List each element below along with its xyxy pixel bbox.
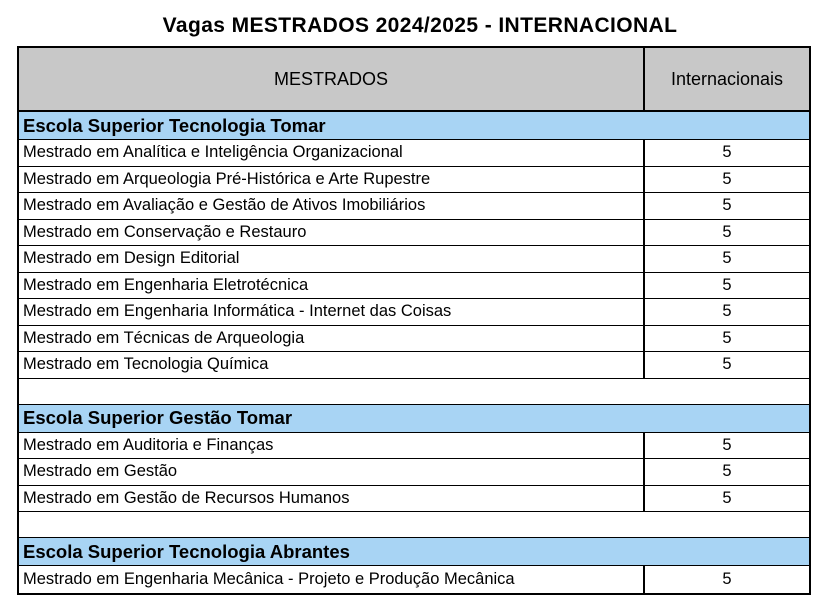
course-name: Mestrado em Auditoria e Finanças — [19, 433, 645, 459]
section-header: Escola Superior Tecnologia Abrantes — [19, 538, 809, 566]
spacer-row — [19, 512, 809, 538]
header-internacionais: Internacionais — [670, 68, 784, 89]
course-name: Mestrado em Engenharia Informática - Internet das Coisas — [19, 299, 645, 325]
spacer-row — [19, 379, 809, 405]
vacancy-count: 5 — [722, 275, 732, 294]
table-row — [19, 299, 809, 326]
table-row — [19, 566, 809, 593]
vacancy-count: 5 — [722, 435, 732, 454]
vacancy-count: 5 — [722, 355, 732, 374]
table-row — [19, 140, 809, 167]
vacancy-count: 5 — [722, 569, 732, 588]
table-row — [19, 433, 809, 460]
vacancy-count: 5 — [722, 249, 732, 268]
course-name: Mestrado em Conservação e Restauro — [19, 220, 645, 246]
section-header: Escola Superior Tecnologia Tomar — [19, 112, 809, 140]
vacancy-count: 5 — [722, 302, 732, 321]
table-row — [19, 193, 809, 220]
course-name: Mestrado em Arqueologia Pré-Histórica e Arte Rupestre — [19, 167, 645, 193]
table-row — [19, 486, 809, 513]
vacancy-count: 5 — [722, 328, 732, 347]
table-row — [19, 352, 809, 379]
vacancy-count: 5 — [722, 462, 732, 481]
course-name: Mestrado em Design Editorial — [19, 246, 645, 272]
table-row — [19, 273, 809, 300]
course-name: Mestrado em Engenharia Mecânica - Projeto e Produção Mecânica — [19, 566, 645, 593]
course-name: Mestrado em Engenharia Eletrotécnica — [19, 273, 645, 299]
course-name: Mestrado em Técnicas de Arqueologia — [19, 326, 645, 352]
course-name: Mestrado em Tecnologia Química — [19, 352, 645, 378]
table-row — [19, 326, 809, 353]
table-row — [19, 459, 809, 486]
course-name: Mestrado em Gestão — [19, 459, 645, 485]
vacancy-count: 5 — [722, 143, 732, 162]
table-header — [19, 48, 809, 112]
table-row — [19, 246, 809, 273]
vacancy-count: 5 — [722, 196, 732, 215]
vacancy-count: 5 — [722, 222, 732, 241]
table-row — [19, 167, 809, 194]
course-name: Mestrado em Avaliação e Gestão de Ativos Imobiliários — [19, 193, 645, 219]
table-row — [19, 220, 809, 247]
vacancies-table — [17, 46, 811, 595]
vacancy-count: 5 — [722, 169, 732, 188]
course-name: Mestrado em Gestão de Recursos Humanos — [19, 486, 645, 512]
section-header: Escola Superior Gestão Tomar — [19, 405, 809, 433]
course-name: Mestrado em Analítica e Inteligência Organizacional — [19, 140, 645, 166]
header-mestrados: MESTRADOS — [19, 48, 645, 110]
vacancy-count: 5 — [722, 488, 732, 507]
page-title: Vagas MESTRADOS 2024/2025 - INTERNACIONAL — [162, 14, 678, 37]
